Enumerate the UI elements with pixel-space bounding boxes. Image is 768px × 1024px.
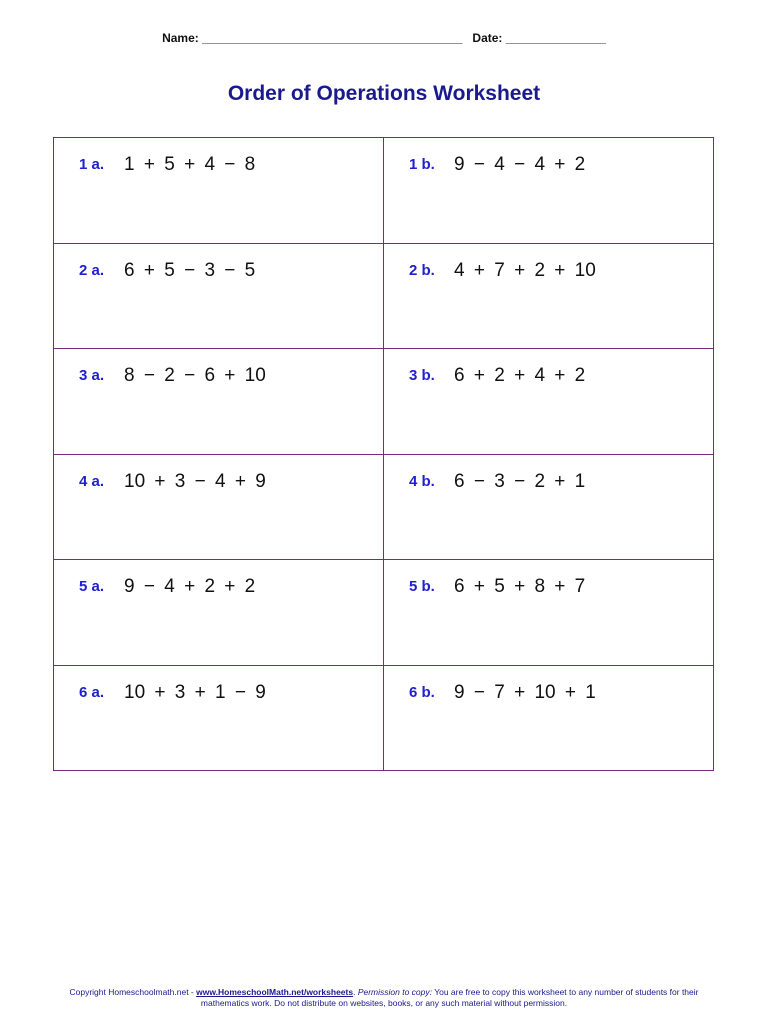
problem-cell-2b <box>384 244 714 350</box>
problem-cell-3b <box>384 349 714 455</box>
problem-cell-6b <box>384 666 714 772</box>
problem-expression: 6 − 3 − 2 + 1 <box>454 470 586 492</box>
problem-label: 6 a. <box>79 683 105 701</box>
problem-label: 5 a. <box>79 578 105 595</box>
problem-expression: 9 − 4 + 2 + 2 <box>124 576 256 597</box>
problem-cell-1a <box>54 138 384 244</box>
problem-label: 5 b. <box>409 578 435 595</box>
worksheets-link[interactable]: www.HomeschoolMath.net/worksheets <box>196 987 354 997</box>
problem-label: 6 b. <box>409 683 435 701</box>
problem-expression: 10 + 3 + 1 − 9 <box>124 681 266 703</box>
problem-cell-5a <box>54 560 384 666</box>
problem-expression: 1 + 5 + 4 − 8 <box>124 154 256 175</box>
problem-expression: 9 − 4 − 4 + 2 <box>454 154 586 175</box>
name-blank[interactable]: _______________________________________ <box>202 31 463 45</box>
problem-grid <box>53 137 714 771</box>
problem-expression: 9 − 7 + 10 + 1 <box>454 681 596 703</box>
problem-cell-5b <box>384 560 714 666</box>
problem-cell-3a <box>54 349 384 455</box>
copyright-footer <box>60 987 708 1009</box>
problem-expression: 6 + 5 + 8 + 7 <box>454 576 586 597</box>
problem-label: 2 b. <box>409 261 435 279</box>
problem-expression: 10 + 3 − 4 + 9 <box>124 470 266 492</box>
date-blank[interactable]: _______________ <box>505 31 606 45</box>
name-date-header <box>0 31 768 45</box>
problem-label: 2 a. <box>79 261 105 279</box>
problem-label: 1 a. <box>79 156 105 173</box>
permission-label: Permission to copy: <box>357 987 432 997</box>
footer-period: . <box>353 987 358 997</box>
problem-expression: 6 + 5 − 3 − 5 <box>124 259 256 281</box>
problem-expression: 4 + 7 + 2 + 10 <box>454 259 596 281</box>
permission-text: You are free to copy this worksheet to any number of students for their mathematics work. Do not distribute on websites, books, or any such material without permission. <box>200 987 699 1008</box>
problem-cell-4b <box>384 455 714 561</box>
name-label: Name: <box>162 31 199 45</box>
problem-label: 4 b. <box>409 472 435 490</box>
problem-label: 4 a. <box>79 472 105 490</box>
problem-cell-6a <box>54 666 384 772</box>
copyright-text: Copyright Homeschoolmath.net - <box>69 987 197 997</box>
problem-label: 1 b. <box>409 156 435 173</box>
date-label: Date: <box>472 31 503 45</box>
problem-cell-2a <box>54 244 384 350</box>
worksheet-title: Order of Operations Worksheet <box>227 82 541 105</box>
problem-cell-4a <box>54 455 384 561</box>
problem-cell-1b <box>384 138 714 244</box>
problem-label: 3 b. <box>409 367 435 384</box>
problem-expression: 8 − 2 − 6 + 10 <box>124 365 266 386</box>
problem-expression: 6 + 2 + 4 + 2 <box>454 365 586 386</box>
problem-label: 3 a. <box>79 367 105 384</box>
